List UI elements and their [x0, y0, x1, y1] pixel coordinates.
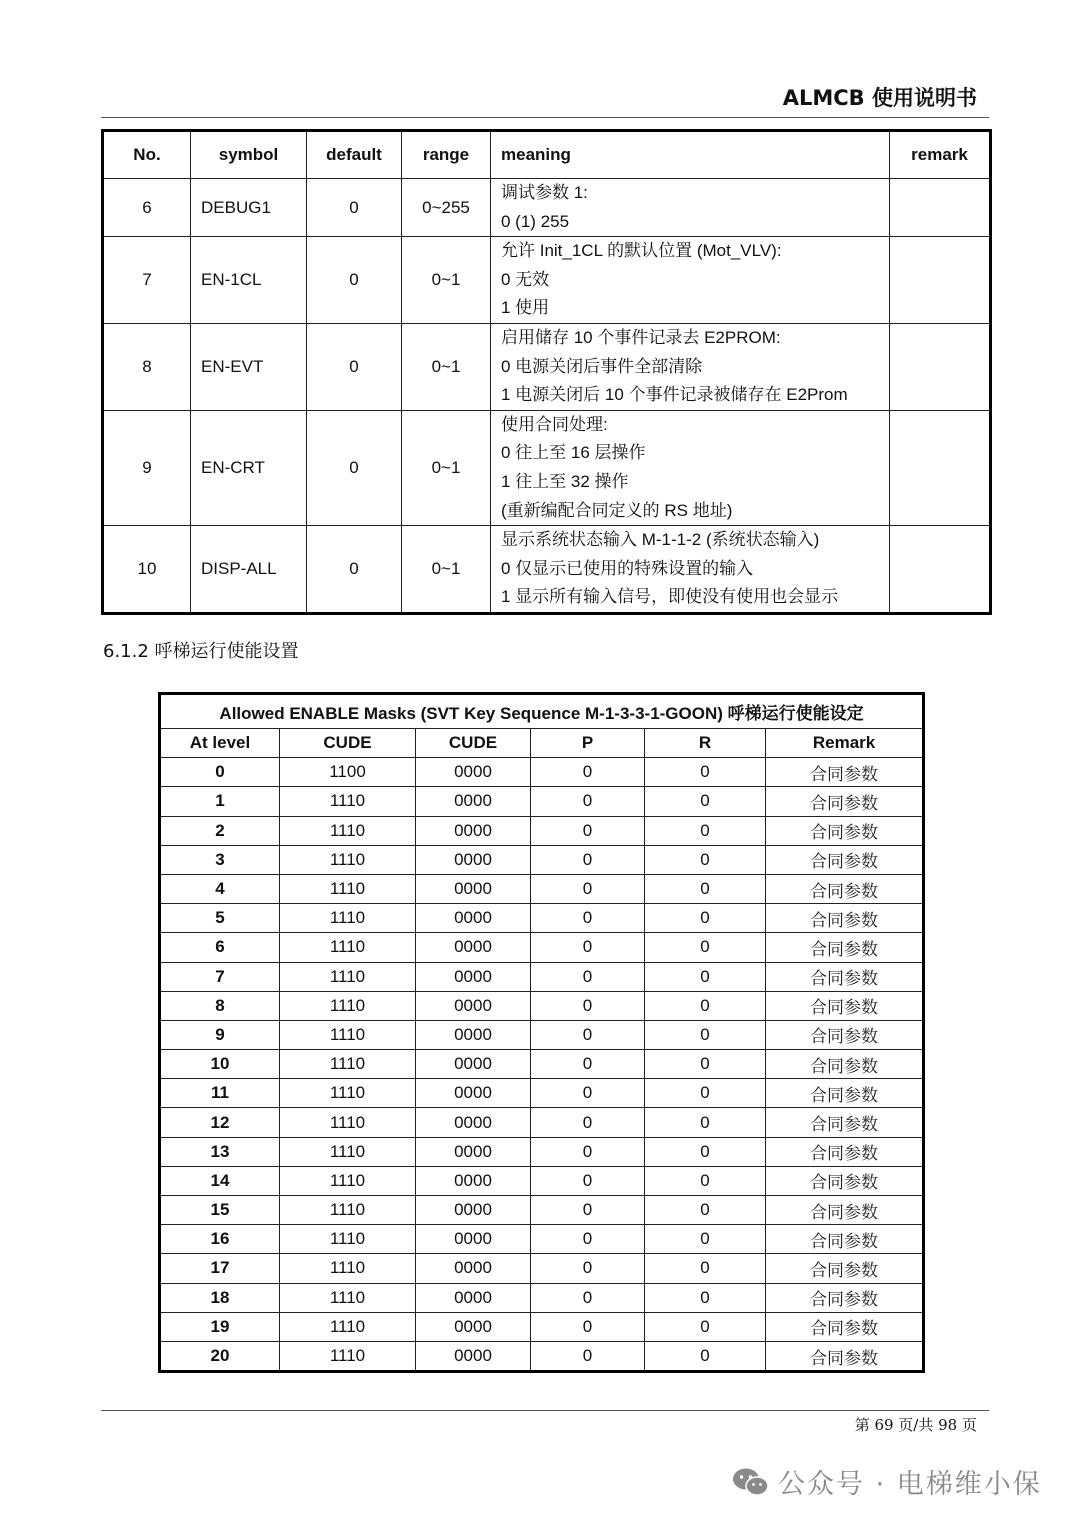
mask-p: 0 — [531, 991, 645, 1020]
mask-cude-1: 1110 — [280, 1108, 416, 1137]
parameter-row — [103, 410, 991, 525]
parameter-row — [103, 323, 991, 410]
mask-level: 0 — [160, 758, 280, 787]
mask-cude-1: 1110 — [280, 1312, 416, 1341]
parameter-remark — [890, 526, 991, 614]
meaning-line: 1 往上至 32 操作 — [501, 471, 629, 491]
mask-remark: 合同参数 — [766, 962, 924, 991]
mask-remark: 合同参数 — [766, 816, 924, 845]
mask-row — [160, 787, 924, 816]
mask-remark: 合同参数 — [766, 933, 924, 962]
parameter-range: 0~1 — [402, 526, 491, 614]
parameter-default: 0 — [307, 410, 402, 525]
parameter-default: 0 — [307, 526, 402, 614]
mask-row — [160, 991, 924, 1020]
mask-p: 0 — [531, 816, 645, 845]
mask-remark: 合同参数 — [766, 1166, 924, 1195]
mask-cude-1: 1110 — [280, 962, 416, 991]
parameter-symbol: EN-CRT — [191, 410, 307, 525]
mask-r: 0 — [645, 1079, 766, 1108]
parameter-default: 0 — [307, 323, 402, 410]
mask-cude-2: 0000 — [416, 1079, 531, 1108]
meaning-line: 1 使用 — [501, 298, 550, 318]
mask-row — [160, 1020, 924, 1049]
mask-level: 2 — [160, 816, 280, 845]
mask-p: 0 — [531, 758, 645, 787]
parameter-remark — [890, 237, 991, 324]
watermark — [732, 1462, 1042, 1501]
parameter-default: 0 — [307, 179, 402, 237]
mask-level: 17 — [160, 1254, 280, 1283]
meaning-line: 0 无效 — [501, 269, 550, 289]
parameter-remark — [890, 179, 991, 237]
mask-r: 0 — [645, 1020, 766, 1049]
mask-r: 0 — [645, 1283, 766, 1312]
parameter-symbol: EN-1CL — [191, 237, 307, 324]
enable-masks-caption: Allowed ENABLE Masks (SVT Key Sequence M-1-3-3-1-GOON) 呼梯运行使能设定 — [160, 694, 924, 729]
mask-cude-2: 0000 — [416, 1254, 531, 1283]
mask-r: 0 — [645, 1166, 766, 1195]
mask-cude-2: 0000 — [416, 874, 531, 903]
mask-cude-1: 1110 — [280, 1225, 416, 1254]
mask-level: 9 — [160, 1020, 280, 1049]
meaning-line: 允许 Init_1CL 的默认位置 (Mot_VLV): — [501, 241, 782, 261]
mask-row — [160, 874, 924, 903]
meaning-line: 使用合同处理: — [501, 414, 608, 434]
mask-cude-2: 0000 — [416, 1312, 531, 1341]
mask-r: 0 — [645, 845, 766, 874]
mask-p: 0 — [531, 933, 645, 962]
parameter-symbol: DISP-ALL — [191, 526, 307, 614]
mask-cude-2: 0000 — [416, 904, 531, 933]
wechat-icon — [732, 1467, 770, 1497]
mask-cude-1: 1110 — [280, 1254, 416, 1283]
mask-p: 0 — [531, 1225, 645, 1254]
header-no: No. — [103, 131, 191, 179]
mask-cude-1: 1110 — [280, 1283, 416, 1312]
parameter-meaning — [491, 526, 890, 614]
footer-divider — [101, 1410, 989, 1411]
header-divider — [101, 117, 989, 118]
mask-row — [160, 1108, 924, 1137]
mask-level: 7 — [160, 962, 280, 991]
mask-level: 10 — [160, 1050, 280, 1079]
header-p: P — [531, 729, 645, 758]
mask-remark: 合同参数 — [766, 1283, 924, 1312]
mask-level: 8 — [160, 991, 280, 1020]
parameter-range: 0~255 — [402, 179, 491, 237]
mask-cude-2: 0000 — [416, 1108, 531, 1137]
mask-row — [160, 1196, 924, 1225]
mask-r: 0 — [645, 758, 766, 787]
section-heading: 6.1.2 呼梯运行使能设置 — [103, 641, 299, 662]
mask-level: 14 — [160, 1166, 280, 1195]
mask-remark: 合同参数 — [766, 845, 924, 874]
mask-row — [160, 933, 924, 962]
meaning-line: 0 (1) 255 — [501, 211, 570, 231]
mask-level: 4 — [160, 874, 280, 903]
mask-level: 20 — [160, 1341, 280, 1371]
mask-r: 0 — [645, 962, 766, 991]
mask-row — [160, 845, 924, 874]
meaning-line: 1 显示所有输入信号，即使没有使用也会显示 — [501, 587, 839, 607]
meaning-line: 0 电源关闭后事件全部清除 — [501, 356, 703, 376]
parameter-meaning — [491, 410, 890, 525]
mask-row — [160, 1312, 924, 1341]
mask-remark: 合同参数 — [766, 1079, 924, 1108]
mask-p: 0 — [531, 1137, 645, 1166]
header-cude-2: CUDE — [416, 729, 531, 758]
mask-remark: 合同参数 — [766, 1050, 924, 1079]
mask-level: 13 — [160, 1137, 280, 1166]
meaning-line: 调试参数 1: — [501, 183, 588, 202]
mask-remark: 合同参数 — [766, 904, 924, 933]
parameter-no: 8 — [103, 323, 191, 410]
mask-row — [160, 816, 924, 845]
mask-cude-2: 0000 — [416, 1020, 531, 1049]
mask-p: 0 — [531, 1020, 645, 1049]
mask-level: 6 — [160, 933, 280, 962]
parameter-row — [103, 526, 991, 614]
parameter-range: 0~1 — [402, 410, 491, 525]
mask-level: 11 — [160, 1079, 280, 1108]
mask-cude-1: 1110 — [280, 933, 416, 962]
mask-cude-1: 1110 — [280, 1079, 416, 1108]
parameter-range: 0~1 — [402, 323, 491, 410]
meaning-line: 启用储存 10 个事件记录去 E2PROM: — [501, 327, 781, 347]
mask-p: 0 — [531, 1254, 645, 1283]
enable-masks-header — [160, 729, 924, 758]
parameter-table-header — [103, 131, 991, 179]
mask-p: 0 — [531, 904, 645, 933]
mask-cude-1: 1110 — [280, 874, 416, 903]
mask-row — [160, 1283, 924, 1312]
parameter-table — [101, 129, 992, 615]
mask-remark: 合同参数 — [766, 1196, 924, 1225]
mask-cude-1: 1110 — [280, 904, 416, 933]
mask-cude-1: 1100 — [280, 758, 416, 787]
mask-level: 18 — [160, 1283, 280, 1312]
parameter-no: 7 — [103, 237, 191, 324]
mask-cude-2: 0000 — [416, 816, 531, 845]
header-at-level: At level — [160, 729, 280, 758]
mask-r: 0 — [645, 1108, 766, 1137]
mask-p: 0 — [531, 1079, 645, 1108]
mask-row — [160, 1079, 924, 1108]
mask-level: 3 — [160, 845, 280, 874]
mask-p: 0 — [531, 874, 645, 903]
parameter-remark — [890, 323, 991, 410]
mask-r: 0 — [645, 1254, 766, 1283]
parameter-symbol: EN-EVT — [191, 323, 307, 410]
mask-cude-2: 0000 — [416, 933, 531, 962]
mask-row — [160, 962, 924, 991]
mask-remark: 合同参数 — [766, 874, 924, 903]
mask-cude-2: 0000 — [416, 1196, 531, 1225]
parameter-symbol: DEBUG1 — [191, 179, 307, 237]
mask-cude-1: 1110 — [280, 1050, 416, 1079]
mask-cude-2: 0000 — [416, 1225, 531, 1254]
mask-cude-1: 1110 — [280, 1020, 416, 1049]
parameter-no: 9 — [103, 410, 191, 525]
mask-p: 0 — [531, 962, 645, 991]
mask-r: 0 — [645, 1225, 766, 1254]
mask-row — [160, 904, 924, 933]
enable-masks-table — [158, 692, 925, 1373]
mask-row — [160, 1225, 924, 1254]
mask-remark: 合同参数 — [766, 1225, 924, 1254]
mask-cude-2: 0000 — [416, 845, 531, 874]
parameter-no: 10 — [103, 526, 191, 614]
mask-r: 0 — [645, 991, 766, 1020]
mask-remark: 合同参数 — [766, 1108, 924, 1137]
mask-row — [160, 1137, 924, 1166]
mask-level: 1 — [160, 787, 280, 816]
parameter-row — [103, 237, 991, 324]
parameter-meaning — [491, 323, 890, 410]
mask-row — [160, 1254, 924, 1283]
mask-row — [160, 758, 924, 787]
mask-r: 0 — [645, 1312, 766, 1341]
mask-p: 0 — [531, 787, 645, 816]
mask-cude-1: 1110 — [280, 991, 416, 1020]
mask-row — [160, 1341, 924, 1371]
mask-r: 0 — [645, 816, 766, 845]
header-range: range — [402, 131, 491, 179]
header-remark: remark — [890, 131, 991, 179]
mask-p: 0 — [531, 1312, 645, 1341]
mask-cude-2: 0000 — [416, 758, 531, 787]
mask-r: 0 — [645, 904, 766, 933]
mask-p: 0 — [531, 1108, 645, 1137]
parameter-remark — [890, 410, 991, 525]
mask-cude-2: 0000 — [416, 1283, 531, 1312]
mask-remark: 合同参数 — [766, 1254, 924, 1283]
parameter-range: 0~1 — [402, 237, 491, 324]
mask-remark: 合同参数 — [766, 1137, 924, 1166]
document-title: ALMCB 使用说明书 — [782, 86, 977, 110]
mask-r: 0 — [645, 933, 766, 962]
header-remark: Remark — [766, 729, 924, 758]
page-number: 第 69 页/共 98 页 — [854, 1416, 977, 1434]
mask-remark: 合同参数 — [766, 991, 924, 1020]
mask-p: 0 — [531, 1341, 645, 1371]
mask-level: 16 — [160, 1225, 280, 1254]
mask-cude-1: 1110 — [280, 816, 416, 845]
meaning-line: 0 仅显示已使用的特殊设置的输入 — [501, 558, 754, 578]
parameter-row — [103, 179, 991, 237]
meaning-line: 1 电源关闭后 10 个事件记录被储存在 E2Prom — [501, 385, 848, 405]
mask-r: 0 — [645, 1341, 766, 1371]
watermark-text: 公众号 · 电梯维小保 — [778, 1469, 1042, 1500]
parameter-meaning — [491, 237, 890, 324]
mask-p: 0 — [531, 845, 645, 874]
mask-r: 0 — [645, 1050, 766, 1079]
mask-p: 0 — [531, 1196, 645, 1225]
mask-cude-2: 0000 — [416, 1050, 531, 1079]
mask-cude-2: 0000 — [416, 962, 531, 991]
meaning-line: 0 往上至 16 层操作 — [501, 443, 646, 463]
mask-level: 15 — [160, 1196, 280, 1225]
mask-level: 19 — [160, 1312, 280, 1341]
mask-cude-2: 0000 — [416, 1137, 531, 1166]
mask-remark: 合同参数 — [766, 787, 924, 816]
parameter-default: 0 — [307, 237, 402, 324]
header-r: R — [645, 729, 766, 758]
mask-cude-2: 0000 — [416, 1341, 531, 1371]
meaning-line: (重新编配合同定义的 RS 地址) — [501, 500, 733, 520]
mask-cude-2: 0000 — [416, 991, 531, 1020]
mask-r: 0 — [645, 874, 766, 903]
mask-p: 0 — [531, 1166, 645, 1195]
header-symbol: symbol — [191, 131, 307, 179]
mask-remark: 合同参数 — [766, 758, 924, 787]
mask-level: 5 — [160, 904, 280, 933]
mask-cude-1: 1110 — [280, 1341, 416, 1371]
meaning-line: 显示系统状态输入 M-1-1-2 (系统状态输入) — [501, 530, 820, 550]
mask-p: 0 — [531, 1283, 645, 1312]
header-meaning: meaning — [491, 131, 890, 179]
mask-r: 0 — [645, 787, 766, 816]
parameter-meaning — [491, 179, 890, 237]
mask-cude-1: 1110 — [280, 1166, 416, 1195]
mask-remark: 合同参数 — [766, 1020, 924, 1049]
mask-remark: 合同参数 — [766, 1312, 924, 1341]
parameter-no: 6 — [103, 179, 191, 237]
mask-cude-1: 1110 — [280, 787, 416, 816]
mask-cude-2: 0000 — [416, 787, 531, 816]
mask-row — [160, 1166, 924, 1195]
mask-p: 0 — [531, 1050, 645, 1079]
mask-level: 12 — [160, 1108, 280, 1137]
header-default: default — [307, 131, 402, 179]
mask-r: 0 — [645, 1137, 766, 1166]
mask-cude-1: 1110 — [280, 1196, 416, 1225]
mask-row — [160, 1050, 924, 1079]
mask-r: 0 — [645, 1196, 766, 1225]
mask-cude-1: 1110 — [280, 845, 416, 874]
mask-cude-2: 0000 — [416, 1166, 531, 1195]
mask-cude-1: 1110 — [280, 1137, 416, 1166]
header-cude-1: CUDE — [280, 729, 416, 758]
mask-remark: 合同参数 — [766, 1341, 924, 1371]
